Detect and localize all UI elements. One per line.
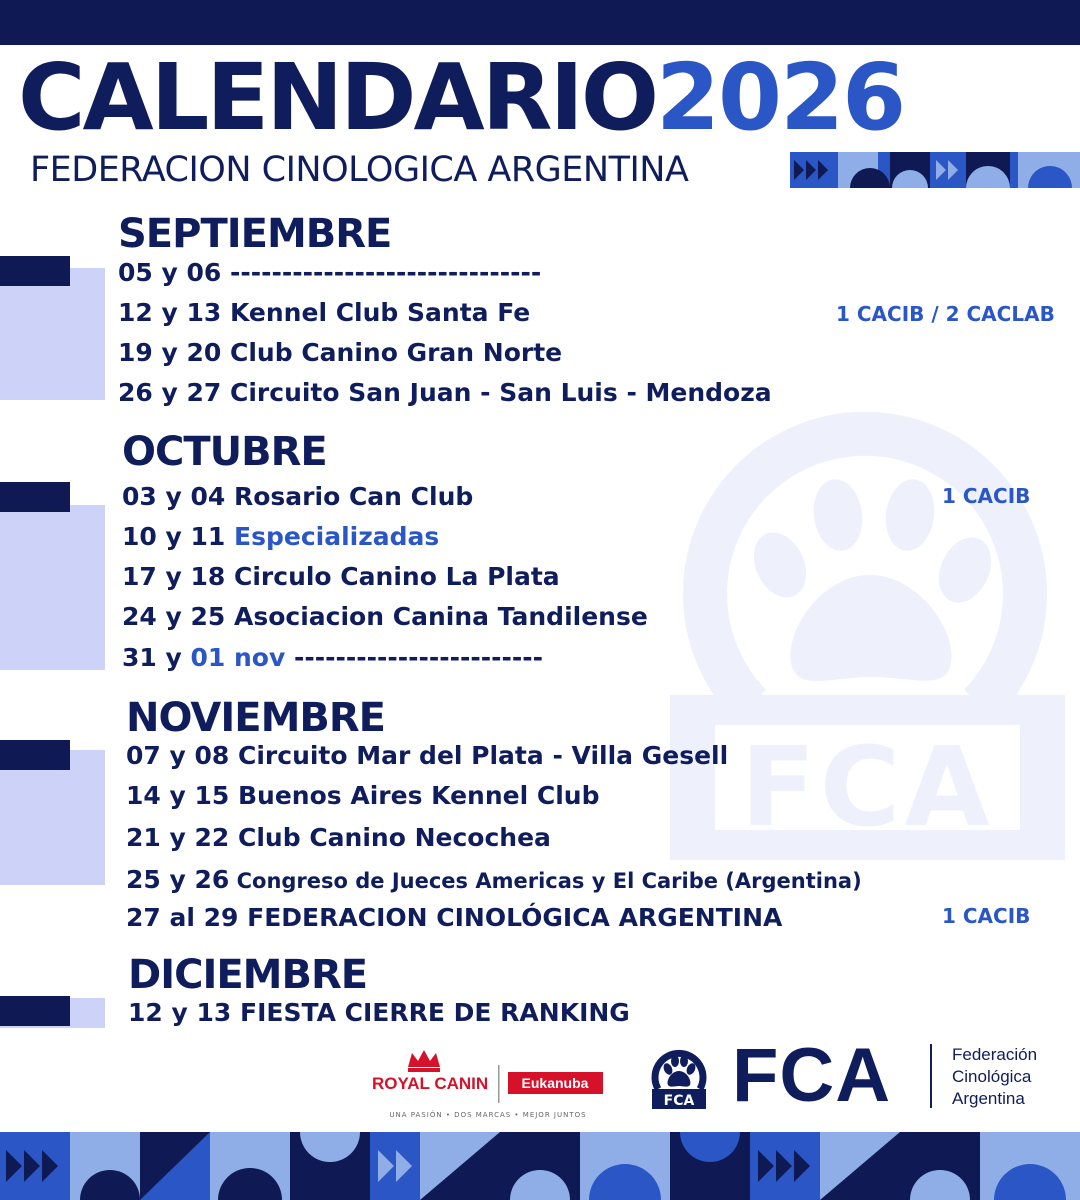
side-block-light [0, 268, 105, 400]
event-tag: 1 CACIB / 2 CACLAB [836, 302, 1055, 326]
side-block-dark [0, 996, 70, 1026]
event-row: 17 y 18 Circulo Canino La Plata [122, 562, 560, 591]
event-row: 19 y 20 Club Canino Gran Norte [118, 338, 563, 367]
fca-logo [650, 1033, 1070, 1120]
event-row: 07 y 08 Circuito Mar del Plata - Villa Gesell [126, 741, 729, 770]
event-row: 24 y 25 Asociacion Canina Tandilense [122, 602, 648, 631]
event-row: 27 al 29 FEDERACION CINOLÓGICA ARGENTINA [126, 903, 783, 932]
month-heading: SEPTIEMBRE [118, 211, 392, 257]
event-row: 26 y 27 Circuito San Juan - San Luis - Mendoza [118, 378, 772, 407]
month-heading: OCTUBRE [122, 429, 327, 475]
event-row: 31 y 01 nov ------------------------ [122, 643, 544, 672]
svg-text:FCA: FCA [663, 1093, 695, 1109]
svg-text:ROYAL CANIN: ROYAL CANIN [372, 1074, 489, 1093]
event-row: 25 y 26 Congreso de Jueces Americas y El Caribe (Argentina) [126, 865, 862, 894]
header-pattern-decoration [790, 152, 1080, 188]
side-block-dark [0, 256, 70, 286]
event-row: 21 y 22 Club Canino Necochea [126, 823, 551, 852]
title-year: 2026 [656, 44, 905, 151]
svg-text:Eukanuba: Eukanuba [521, 1075, 589, 1091]
fca-divider [930, 1044, 932, 1108]
fca-full-name: Federación Cinológica Argentina [952, 1045, 1038, 1108]
page-title [18, 44, 905, 151]
fca-paw-watermark [660, 405, 1070, 865]
event-tag: 1 CACIB [942, 484, 1031, 508]
event-row: 12 y 13 FIESTA CIERRE DE RANKING [128, 998, 630, 1027]
side-block-dark [0, 482, 70, 512]
footer-pattern-decoration [0, 1132, 1080, 1200]
month-heading: DICIEMBRE [128, 952, 368, 998]
side-block-dark [0, 740, 70, 770]
event-row: 10 y 11 Especializadas [122, 522, 440, 551]
side-block-light [0, 750, 105, 885]
month-heading: NOVIEMBRE [126, 695, 385, 741]
fca-emblem-icon [650, 1045, 708, 1110]
event-row: 03 y 04 Rosario Can Club [122, 482, 474, 511]
event-tag: 1 CACIB [942, 904, 1031, 928]
title-word: CALENDARIO [18, 44, 657, 151]
event-row: 14 y 15 Buenos Aires Kennel Club [126, 781, 600, 810]
svg-text:UNA PASIÓN • DOS MARCAS • MEJO: UNA PASIÓN • DOS MARCAS • MEJOR JUNTOS [389, 1111, 587, 1119]
top-bar [0, 0, 1080, 45]
subtitle: FEDERACION CINOLOGICA ARGENTINA [30, 150, 689, 190]
royal-canin-eukanuba-logo [368, 1045, 608, 1125]
event-row: 05 y 06 ------------------------------ [118, 258, 542, 287]
crown-icon [408, 1050, 440, 1072]
fca-acronym: FCA [732, 1033, 892, 1118]
svg-text:FCA: FCA [740, 723, 994, 851]
side-block-light [0, 505, 105, 670]
event-row: 12 y 13 Kennel Club Santa Fe [118, 298, 531, 327]
